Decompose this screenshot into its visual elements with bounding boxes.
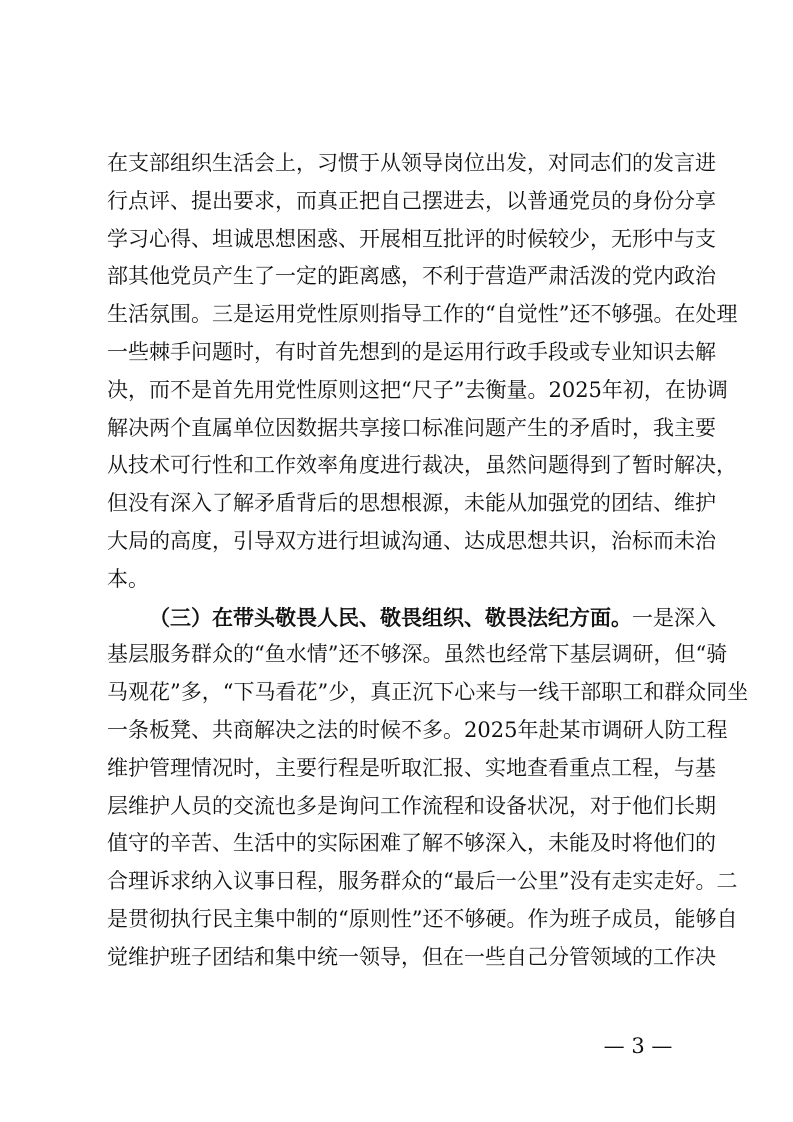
text-line: 基层服务群众的“鱼水情”还不够深。虽然也经常下基层调研，但“骑 (107, 642, 728, 667)
text-line: 层维护人员的交流也多是询问工作流程和设备状况，对于他们长期 (107, 793, 716, 818)
text-line: 决，而不是首先用党性原则这把“尺子”去衡量。2025年初，在协调 (107, 377, 728, 402)
text-line: 行点评、提出要求，而真正把自己摆进去，以普通党员的身份分享 (107, 188, 716, 213)
section-heading: （三）在带头敬畏人民、敬畏组织、敬畏法纪方面。 (149, 604, 632, 630)
text-line: 一些棘手问题时，有时首先想到的是运用行政手段或专业知识去解 (107, 339, 716, 364)
page-number: — 3 — (603, 1034, 673, 1058)
text-line: 一条板凳、共商解决之法的时候不多。2025年赴某市调研人防工程 (107, 717, 728, 742)
body-text (107, 145, 749, 977)
section-first-line (107, 599, 716, 637)
text-line: 在支部组织生活会上，习惯于从领导岗位出发，对同志们的发言进 (107, 151, 716, 175)
text-line: 解决两个直属单位因数据共享接口标准问题产生的矛盾时，我主要 (107, 415, 716, 440)
text-line: 部其他党员产生了一定的距离感，不利于营造严肃活泼的党内政治 (107, 264, 716, 289)
text-line: 值守的辛苦、生活中的实际困难了解不够深入，未能及时将他们的 (107, 831, 716, 856)
section-first-line-text: 一是深入 (632, 605, 716, 630)
text-line: 本。 (107, 566, 149, 591)
text-line: 大局的高度，引导双方进行坦诚沟通、达成思想共识，治标而未治 (107, 528, 716, 553)
text-line: 是贯彻执行民主集中制的“原则性”还不够硬。作为班子成员，能够自 (107, 906, 738, 931)
text-line: 学习心得、坦诚思想困惑、开展相互批评的时候较少，无形中与支 (107, 226, 716, 251)
text-line: 觉维护班子团结和集中统一领导，但在一些自己分管领域的工作决 (107, 944, 716, 969)
text-line: 马观花”多，“下马看花”少，真正沉下心来与一线干部职工和群众同坐 (107, 680, 749, 705)
text-line: 从技术可行性和工作效率角度进行裁决，虽然问题得到了暂时解决， (107, 453, 737, 478)
text-line: 合理诉求纳入议事日程，服务群众的“最后一公里”没有走实走好。二 (107, 869, 738, 894)
text-line: 但没有深入了解矛盾背后的思想根源，未能从加强党的团结、维护 (107, 491, 716, 516)
text-line: 生活氛围。三是运用党性原则指导工作的“自觉性”还不够强。在处理 (107, 302, 738, 327)
text-line: 维护管理情况时，主要行程是听取汇报、实地查看重点工程，与基 (107, 755, 716, 780)
